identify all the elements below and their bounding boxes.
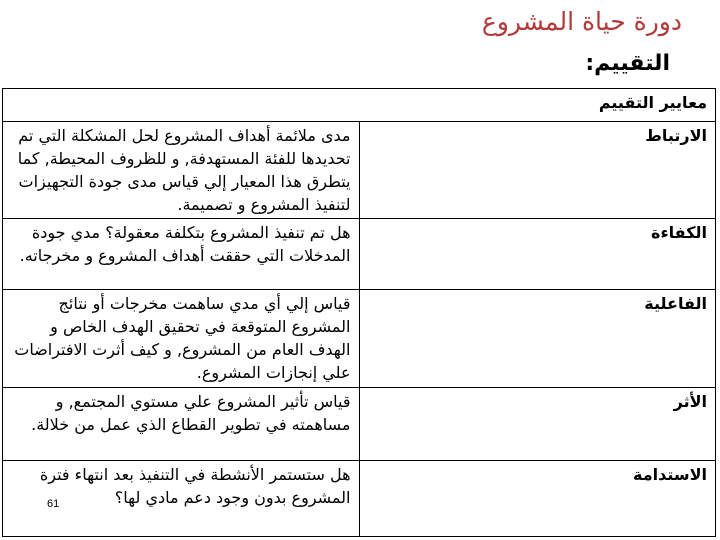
section-subtitle: التقييم: — [585, 51, 670, 76]
page-number: 61 — [47, 498, 60, 510]
table-row — [3, 219, 716, 290]
criterion-label-effectiveness: الفاعلية — [359, 290, 716, 388]
table-row — [3, 290, 716, 388]
document-title: دورة حياة المشروع — [481, 7, 682, 36]
criterion-description-sustainability — [3, 461, 360, 537]
criterion-label-impact: الأثر — [359, 388, 716, 461]
table-header: معايير التقييم — [3, 89, 716, 122]
criterion-description-text: هل ستستمر الأنشطة في التنفيذ بعد انتهاء فترة المشروع بدون وجود دعم مادي لها؟ — [39, 465, 351, 507]
evaluation-criteria-table — [2, 88, 716, 537]
table-row — [3, 388, 716, 461]
table-row — [3, 122, 716, 219]
criterion-label-sustainability: الاستدامة — [359, 461, 716, 537]
criterion-description-effectiveness: قياس إلي أي مدي ساهمت مخرجات أو نتائج المشروع المتوقعة في تحقيق الهدف الخاص و الهدف العام من المشروع, و كيف أثرت الافتراضات علي إنجازات المشروع. — [3, 290, 360, 388]
table-header-row — [3, 89, 716, 122]
criterion-label-relevance: الارتباط — [359, 122, 716, 219]
criterion-description-relevance: مدى ملائمة أهداف المشروع لحل المشكلة التي تم تحديدها للفئة المستهدفة, و للظروف المحيطة, كما يتطرق هذا المعيار إلي قياس مدى جودة التجهيزات لتنفيذ المشروع و تصميمة. — [3, 122, 360, 219]
table-row — [3, 461, 716, 537]
criterion-description-impact: قياس تأثير المشروع علي مستوي المجتمع, و مساهمته في تطوير القطاع الذي عمل من خلالة. — [3, 388, 360, 461]
criterion-description-efficiency: هل تم تنفيذ المشروع بتكلفة معقولة؟ مدي جودة المدخلات التي حققت أهداف المشروع و مخرجاته. — [3, 219, 360, 290]
criterion-label-efficiency: الكفاءة — [359, 219, 716, 290]
